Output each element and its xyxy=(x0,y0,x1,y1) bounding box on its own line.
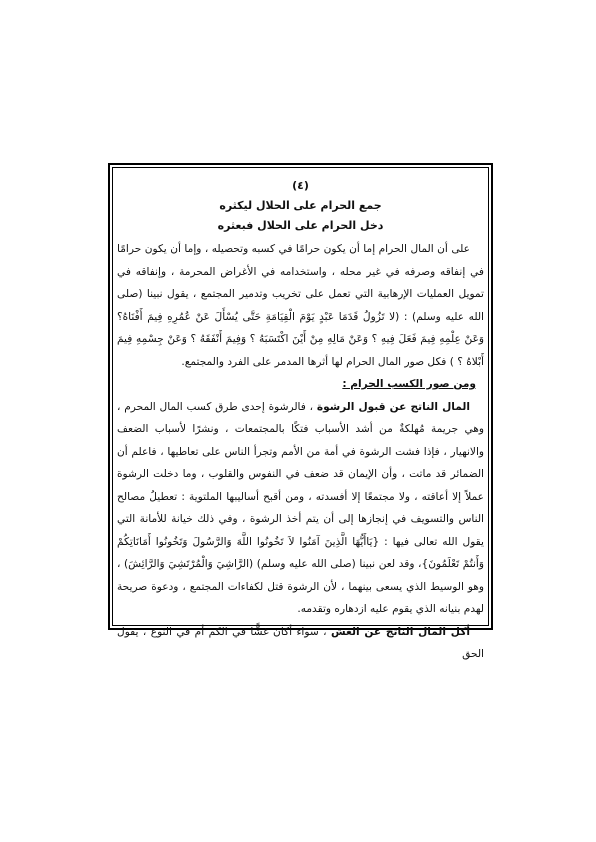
paragraph-2-bold-lead: المال الناتج عن قبول الرشوة xyxy=(316,400,470,413)
paragraph-2 xyxy=(117,396,484,621)
section-heading: ومن صور الكسب الحرام : xyxy=(342,378,476,390)
paragraph-1: على أن المال الحرام إما أن يكون حرامًا في كسبه وتحصيله ، وإما أن يكون حرامًا في إنفاقه وصرفه في غير محله ، واستخدامه في الأغراض المحرمة ، وإنفاقه في تمويل العمليات الإرهابية التي تعمل على تخريب وتدمير المجتمع ، يقول نبينا (صلى الله عليه وسلم) : (لا تَزُولُ قَدَمَا عَبْدٍ يَوْمَ الْقِيَامَةِ حَتَّى يُسْأَلَ عَنْ عُمُرِهِ فِيمَ أَفْنَاهُ؟ وَعَنْ عِلْمِهِ فِيمَ فَعَلَ فِيهِ ؟ وَعَنْ مَالِهِ مِنْ أَيْنَ اكْتَسَبَهُ ؟ وَفِيمَ أَنْفَقَهُ ؟ وَعَنْ جِسْمِهِ فِيمَ أَبْلاهُ ؟ ) فكل صور المال الحرام لها أثرها المدمر على الفرد والمجتمع. xyxy=(117,243,484,368)
page-number: (٤) xyxy=(292,179,309,192)
title-line-2: دخل الحرام على الحلال فبعثره xyxy=(217,219,384,232)
paragraph-3-text: ، سواء أكان غشًّا في الكم أم في النوع ، يقول الحق xyxy=(117,625,484,660)
paragraph-2-text: ، فالرشوة إحدى طرق كسب المال المحرم ، وهي جريمة مُهلكةٌ من أشد الأسباب فتكًا بالمجتمعات ، ونشرًا لأسباب الضعف والانهيار ، فإذا فشت الرشوة في أمة من الأمم وتجرأ الناس على تعاطيها ، فاعلم أن الضمائر قد ماتت ، وأن الإيمان قد ضعف في النفوس والقلوب ، وما دخلت الرشوة عملاً إلا أعاقته ، ولا مجتمعًا إلا أفسدته ، ومن أقبح أساليبها الملتوية : تعطيلُ مصالح الناس والتسويف في إنجازها إلى أن يتم أخذ الرشوة ، وفي ذلك خيانة للأمانة التي يقول الله تعالى فيها : {يَاأَيُّهَا الَّذِينَ آمَنُوا لاَ تَخُونُوا اللَّهَ وَالرَّسُولَ وَتَخُونُوا أَمَانَاتِكُمْ وَأَنتُمْ تَعْلَمُونَ}، وقد لعن نبينا (صلى الله عليه وسلم) (الرَّاشِيَ وَالْمُرْتَشِيَ وَالرَّائِشَ) ، وهو الوسيط الذي يسعى بينهما ، لأن الرشوة قتل لكفاءات المجتمع ، ودعوة صريحة لهدم بنيانه الذي يقوم عليه ازدهاره وتقدمه. xyxy=(117,400,484,615)
title-line-1: جمع الحرام على الحلال ليكثره xyxy=(219,199,382,212)
paragraph-3-bold-lead: أكل المال الناتج عن الغش xyxy=(331,625,470,638)
page-content xyxy=(117,176,484,666)
paragraph-3 xyxy=(117,621,484,666)
